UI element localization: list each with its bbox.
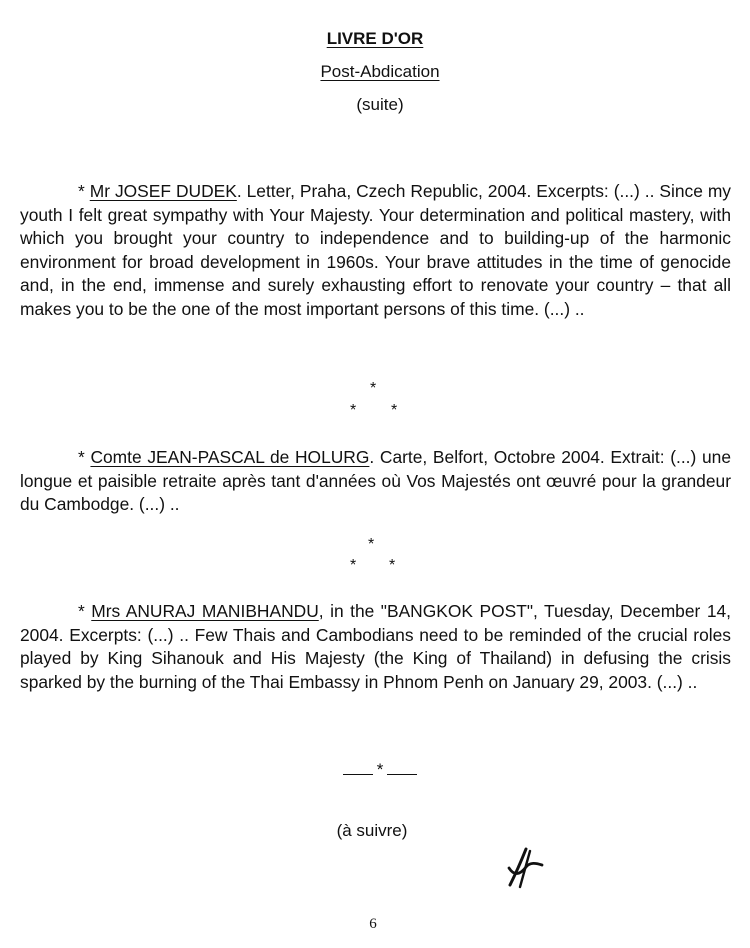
end-rule-right	[387, 774, 417, 775]
entry-text: . Carte, Belfort, Octobre 2004. Extrait: (...) une longue et paisible retraite après tant d'années où Vos Majestés ont œuvré pour la grandeur du Cambodge. (...) ..	[20, 447, 731, 514]
end-star: *	[376, 760, 384, 779]
guestbook-entry	[20, 446, 731, 517]
entry-bullet: *	[78, 447, 91, 467]
guestbook-entry	[20, 180, 731, 321]
asterism-star: *	[391, 402, 398, 419]
entry-text: , in the "BANGKOK POST", Tuesday, December 14, 2004. Excerpts: (...) .. Few Thais and Cambodians need to be reminded of the crucial roles played by King Sihanouk and His Majesty (the King of Thailand) in defusing the crisis sparked by the burning of the Thai Embassy in Phnom Penh on January 29, 2003. (...) ..	[20, 601, 731, 692]
continuation-note: (suite)	[356, 95, 404, 114]
asterism-star: *	[370, 380, 377, 397]
guestbook-entry	[20, 600, 731, 694]
section-end-mark	[0, 760, 750, 780]
asterism-star: *	[368, 536, 375, 553]
page-title: LIVRE D'OR	[326, 29, 424, 48]
asterism-star: *	[350, 557, 357, 574]
handwritten-initial-icon	[500, 845, 550, 895]
asterism-star: *	[350, 402, 357, 419]
entry-author: Mrs ANURAJ MANIBHANDU	[91, 601, 319, 621]
entry-bullet: *	[78, 181, 90, 201]
entry-bullet: *	[78, 601, 92, 621]
entry-author: Mr JOSEF DUDEK	[89, 181, 237, 201]
page-number: 6	[369, 916, 377, 932]
continued-note: (à suivre)	[336, 821, 408, 840]
entry-text: . Letter, Praha, Czech Republic, 2004. Excerpts: (...) .. Since my youth I felt great sympathy with Your Majesty. Your determination and political mastery, with which you brought your country to independence and to building-up of the harmonic environment for broad development in 1960s. Your brave attitudes in the time of genocide and, in the end, immense and surely exhausting effort to renovate your country – that all makes you to be the one of the most important persons of this time. (...) ..	[20, 181, 731, 319]
entry-author: Comte JEAN-PASCAL de HOLURG	[90, 447, 370, 467]
end-rule-left	[343, 774, 373, 775]
asterism-star: *	[389, 557, 396, 574]
page-subtitle: Post-Abdication	[320, 62, 440, 81]
